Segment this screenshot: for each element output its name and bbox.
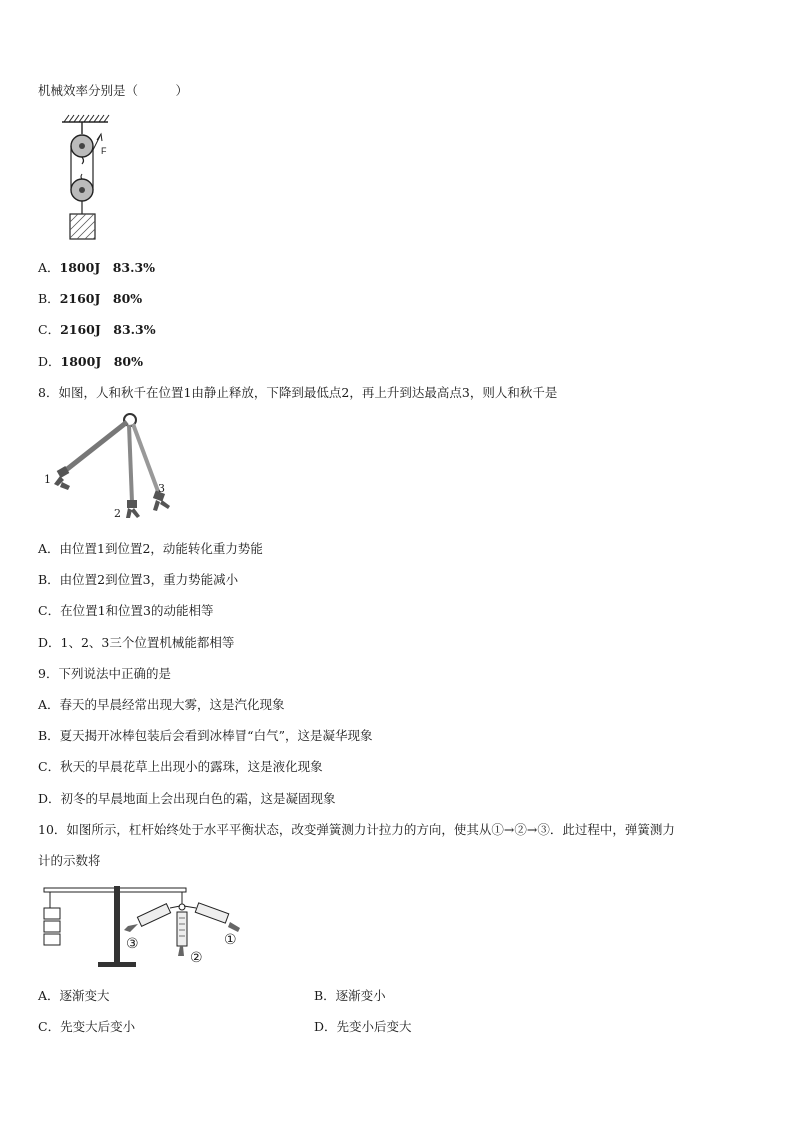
q10-option-c: C．先变大后变小 <box>38 1019 136 1034</box>
q9-option-d: D．初冬的早晨地面上会出现白色的霜，这是凝固现象 <box>38 791 336 806</box>
direction-label-3: ③ <box>126 936 139 952</box>
q7-option-b: B．2160J 80% <box>38 291 143 306</box>
swing-figure <box>38 410 178 530</box>
pulley-diagram <box>58 112 118 244</box>
q8-option-c: C．在位置1和位置3的动能相等 <box>38 603 214 618</box>
q10-option-b: B．逐渐变小 <box>314 988 386 1003</box>
spring-scale-1 <box>184 903 240 932</box>
pulley-figure <box>58 112 118 244</box>
spring-scale-3 <box>124 904 180 932</box>
q7-option-d: D．1800J 80% <box>38 354 144 369</box>
q8-option-a: A．由位置1到位置2，动能转化重力势能 <box>38 541 263 556</box>
q7-option-a: A．1800J 83.3% <box>38 260 156 275</box>
q10-option-d: D．先变小后变大 <box>314 1019 412 1034</box>
q10-option-a: A．逐渐变大 <box>38 988 110 1003</box>
q9-option-c: C．秋天的早晨花草上出现小的露珠，这是液化现象 <box>38 759 323 774</box>
q10-stem-line2: 计的示数将 <box>38 853 101 868</box>
q9-option-a: A．春天的早晨经常出现大雾，这是汽化现象 <box>38 697 285 712</box>
spring-scale-2 <box>177 912 187 956</box>
q7-stem-tail: 机械效率分别是（ ） <box>38 83 189 98</box>
lever-figure <box>38 882 253 972</box>
swing-diagram <box>38 410 178 530</box>
q9-option-b: B．夏天揭开冰棒包装后会看到冰棒冒“白气”，这是凝华现象 <box>38 728 373 743</box>
q9-stem: 9．下列说法中正确的是 <box>38 666 171 681</box>
q8-stem: 8．如图，人和秋千在位置1由静止释放，下降到最低点2，再上升到达最高点3，则人和秋千是 <box>38 385 558 400</box>
direction-label-1: ① <box>224 932 237 948</box>
q10-stem-line1: 10．如图所示，杠杆始终处于水平平衡状态，改变弹簧测力计拉力的方向，使其从①→②→③．此过程中，弹簧测力 <box>38 822 675 837</box>
position-label-3: 3 <box>158 482 165 495</box>
q8-option-b: B．由位置2到位置3，重力势能减小 <box>38 572 239 587</box>
position-label-2: 2 <box>114 507 121 520</box>
q7-option-c: C．2160J 83.3% <box>38 322 156 337</box>
direction-label-2: ② <box>190 950 203 966</box>
force-label-f: F <box>101 146 107 156</box>
person-position-2 <box>126 500 140 518</box>
lever-diagram <box>38 882 253 972</box>
q8-option-d: D．1、2、3三个位置机械能都相等 <box>38 635 235 650</box>
position-label-1: 1 <box>44 473 51 486</box>
